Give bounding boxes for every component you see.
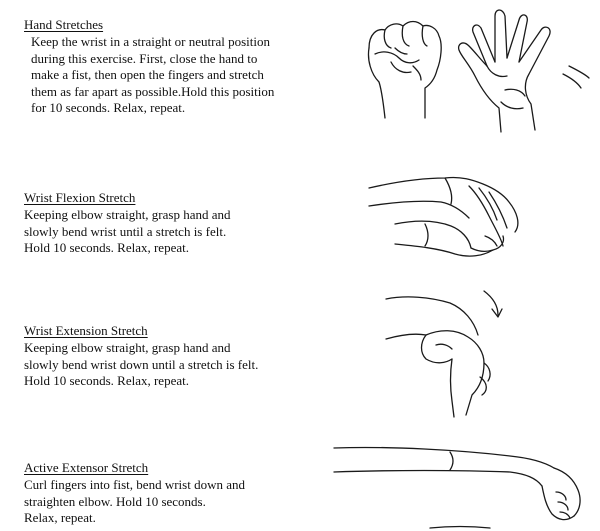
instruction-line: Hold 10 seconds. Relax, repeat. (24, 240, 189, 255)
instruction-line: Keeping elbow straight, grasp hand and (24, 340, 231, 355)
instruction-line: slowly bend wrist down until a stretch is felt. (24, 356, 259, 372)
instruction-line: Hold 10 seconds. Relax, repeat. (24, 373, 189, 388)
wrist-flexion-drawing (365, 166, 555, 276)
section-active-extensor (24, 459, 324, 527)
instruction-line: Relax, repeat. (24, 510, 96, 525)
section-instructions (24, 207, 324, 257)
instruction-line: straighten elbow. Hold 10 seconds. (24, 493, 206, 509)
instruction-line: slowly bend wrist until a stretch is felt. (24, 223, 227, 239)
section-hand-stretches (24, 16, 324, 117)
wrist-extension-drawing (380, 283, 520, 423)
instruction-line: Keep the wrist in a straight or neutral position (31, 34, 271, 49)
section-instructions (24, 34, 324, 117)
section-wrist-flexion (24, 189, 324, 257)
section-title: Hand Stretches (24, 17, 104, 32)
instruction-line: Curl fingers into fist, bend wrist down and (24, 477, 245, 492)
instruction-line: make a fist, then open the fingers and stretch (31, 67, 264, 82)
section-title: Active Extensor Stretch (24, 460, 149, 475)
section-instructions (24, 340, 324, 390)
section-title: Wrist Flexion Stretch (24, 190, 136, 205)
active-extensor-drawing (330, 430, 595, 530)
section-instructions (24, 477, 324, 527)
instruction-line: for 10 seconds. Relax, repeat. (31, 100, 186, 115)
fist-drawing (368, 22, 441, 119)
section-title: Wrist Extension Stretch (24, 323, 148, 338)
section-wrist-extension (24, 322, 324, 390)
fist-and-open-hand-drawing (355, 4, 595, 144)
instruction-line: Keeping elbow straight, grasp hand and (24, 207, 231, 222)
open-hand-drawing (459, 10, 589, 132)
instruction-line: them as far apart as possible.Hold this position (31, 83, 275, 99)
instruction-line: during this exercise. First, close the hand to (31, 50, 258, 66)
